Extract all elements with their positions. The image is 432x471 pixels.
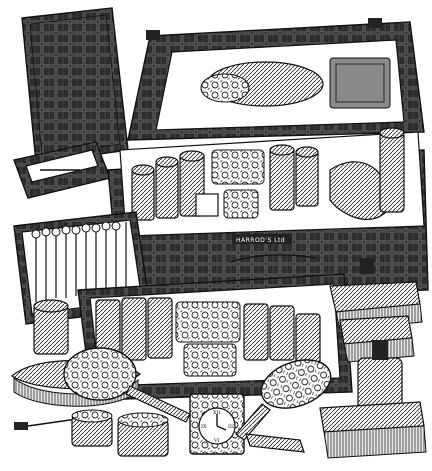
powder-jars [72,410,168,456]
clock-numeral-6: VI [214,438,220,444]
tall-flask [380,132,404,212]
small-box [14,142,110,198]
case-lid [128,18,424,140]
clock-numeral-3: III [228,424,234,430]
bottom-right-brush [320,402,426,458]
clock-numeral-12: XII [213,410,221,416]
case-stamp: HARROD'S Ltd [236,237,286,244]
comb [246,434,304,452]
clock-numeral-9: IX [201,424,207,430]
lid-panel [330,58,390,108]
fitted-jars [176,302,240,376]
leather-wallet [22,8,128,163]
travel-clock [190,394,244,454]
